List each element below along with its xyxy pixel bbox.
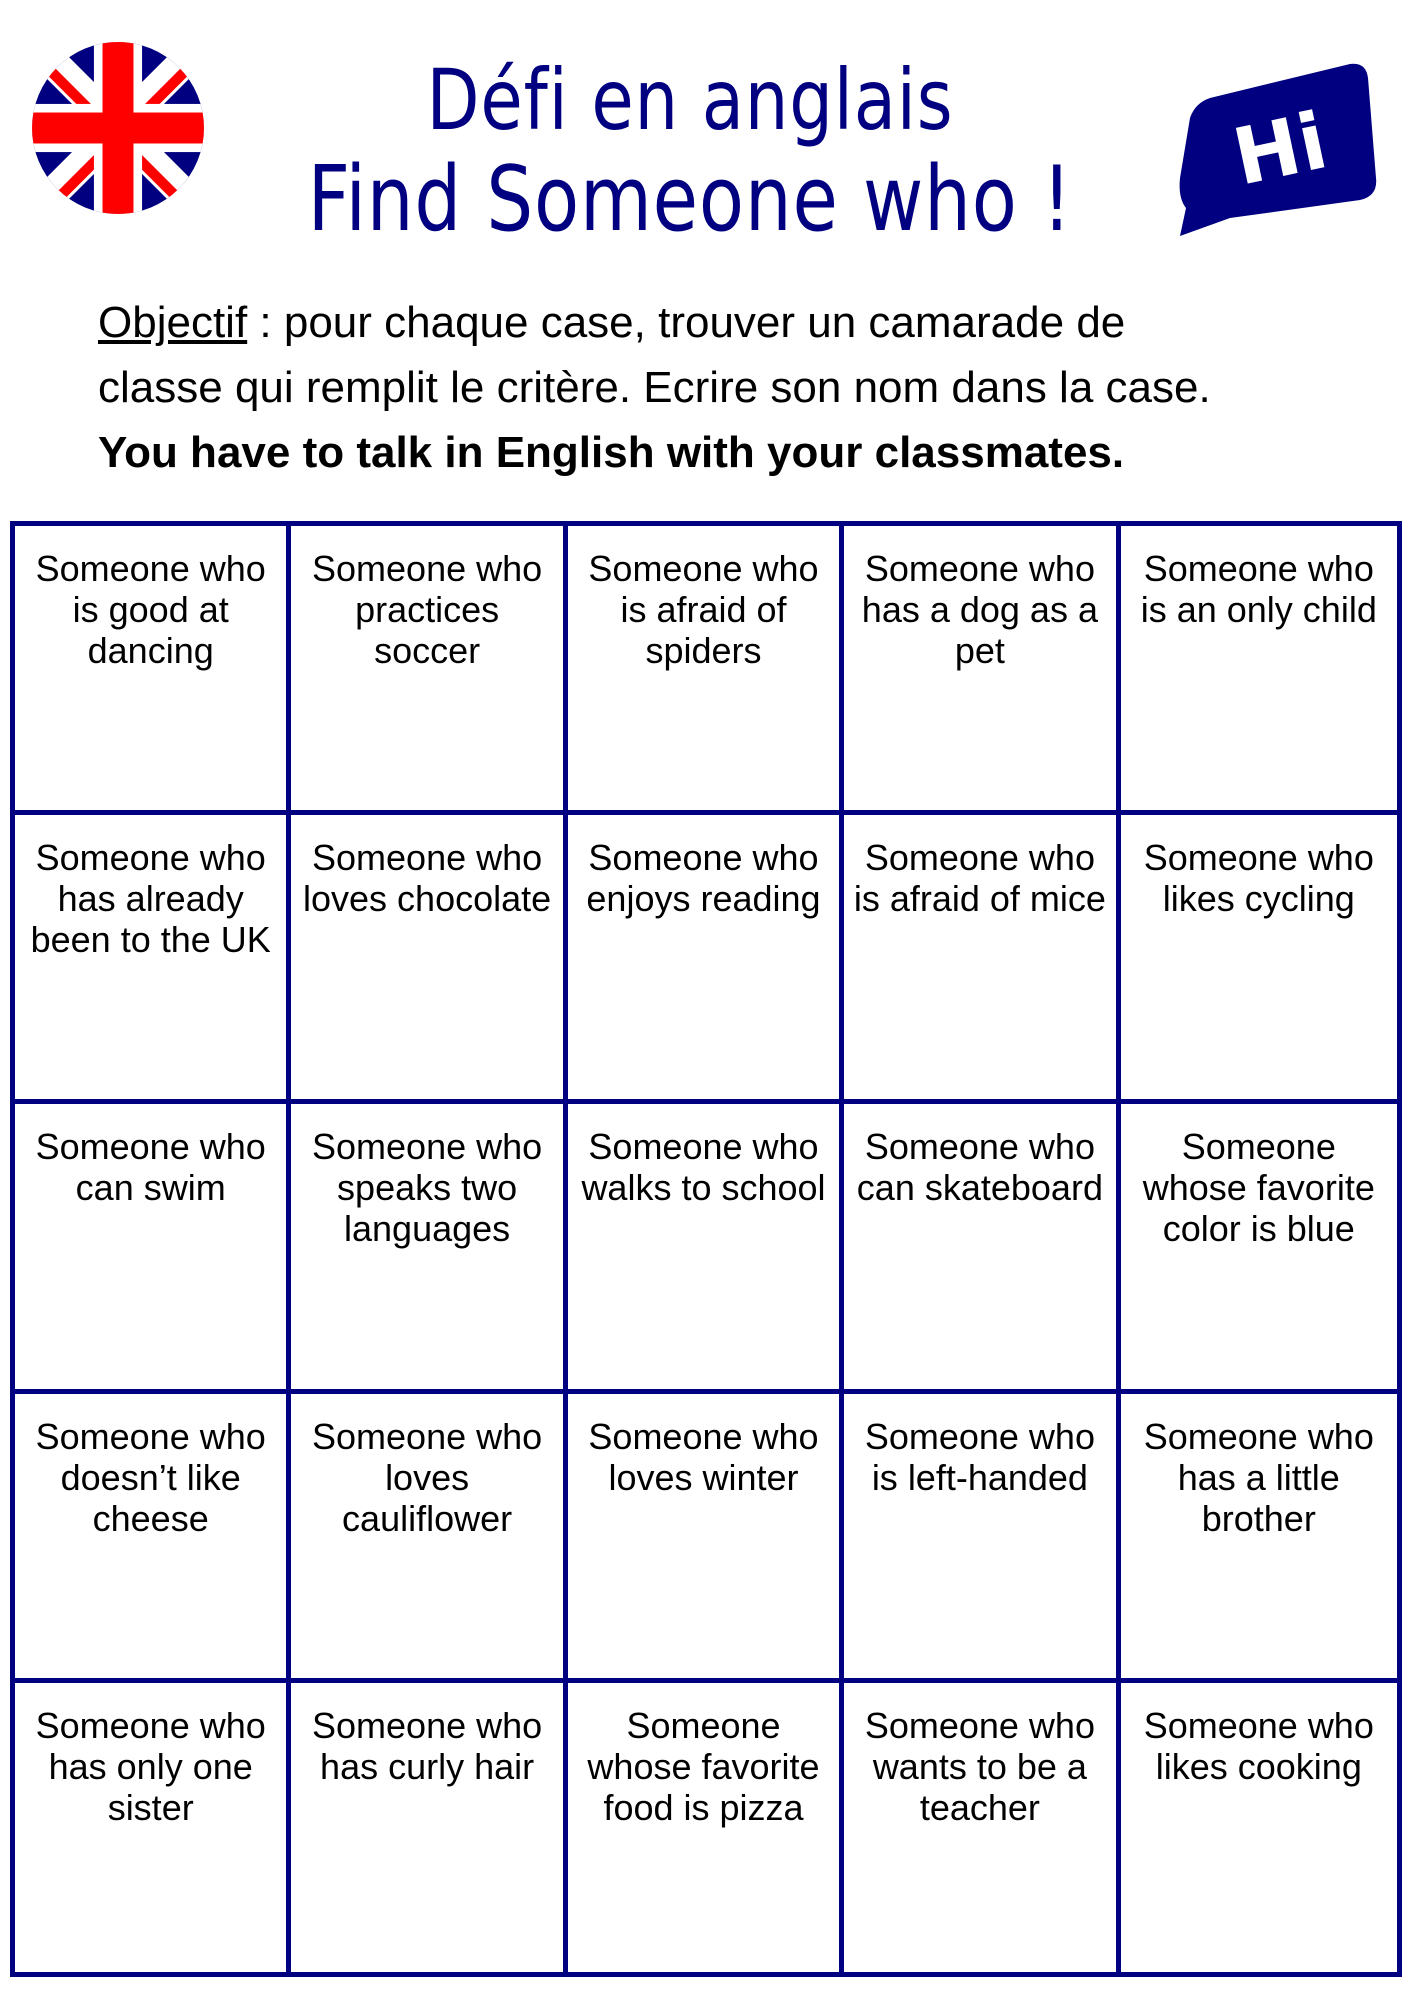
union-jack-flag-icon: [32, 42, 204, 214]
grid-cell[interactable]: [291, 1683, 567, 1972]
grid-cell[interactable]: [291, 1104, 567, 1393]
grid-cell-prompt: Someone who walks to school: [581, 1126, 826, 1209]
grid-cell-prompt: Someone who is afraid of spiders: [588, 548, 819, 671]
grid-cell[interactable]: [1121, 1394, 1397, 1683]
grid-cell[interactable]: [568, 1104, 844, 1393]
grid-cell-prompt: Someone who is left-handed: [864, 1415, 1095, 1498]
grid-cell[interactable]: [568, 815, 844, 1104]
instructions-line-2: classe qui remplit le critère. Ecrire son nom dans la case.: [98, 363, 1211, 412]
grid-cell-prompt: Someone who has curly hair: [312, 1704, 543, 1787]
grid-cell-prompt: Someone who is an only child: [1140, 548, 1377, 630]
grid-cell[interactable]: [844, 815, 1120, 1104]
grid-cell-prompt: Someone who can swim: [35, 1126, 266, 1209]
grid-cell-prompt: Someone who can skateboard: [856, 1126, 1103, 1209]
grid-cell-prompt: Someone whose favorite food is pizza: [587, 1704, 820, 1828]
grid-cell-prompt: Someone who loves cauliflower: [312, 1415, 543, 1539]
grid-cell[interactable]: [15, 815, 291, 1104]
grid-cell-prompt: Someone who has already been to the UK: [30, 837, 271, 961]
grid-cell-prompt: Someone who has only one sister: [35, 1704, 266, 1828]
objective-label: Objectif: [98, 298, 248, 347]
grid-cell[interactable]: [568, 1394, 844, 1683]
instructions-line-3: You have to talk in English with your classmates.: [98, 428, 1125, 477]
instructions: [98, 290, 1378, 485]
grid-cell-prompt: Someone who has a little brother: [1143, 1415, 1374, 1539]
grid-cell[interactable]: [844, 1394, 1120, 1683]
bingo-grid: [10, 521, 1402, 1977]
grid-cell[interactable]: [15, 1394, 291, 1683]
grid-cell-prompt: Someone who has a dog as a pet: [861, 548, 1098, 671]
grid-cell[interactable]: [568, 526, 844, 815]
grid-cell[interactable]: [1121, 1104, 1397, 1393]
grid-cell[interactable]: [291, 526, 567, 815]
grid-cell-prompt: Someone who is good at dancing: [35, 548, 266, 671]
instructions-line-1-text: : pour chaque case, trouver un camarade de: [247, 298, 1126, 347]
grid-cell[interactable]: [291, 815, 567, 1104]
grid-cell[interactable]: [15, 526, 291, 815]
grid-cell-prompt: Someone who wants to be a teacher: [864, 1704, 1095, 1828]
instructions-line-1: [98, 290, 1378, 355]
grid-cell[interactable]: [844, 1104, 1120, 1393]
grid-cell-prompt: Someone who speaks two languages: [312, 1126, 543, 1250]
grid-cell-prompt: Someone whose favorite color is blue: [1142, 1126, 1375, 1250]
grid-cell-prompt: Someone who practices soccer: [312, 548, 543, 671]
grid-cell-prompt: Someone who enjoys reading: [586, 837, 821, 920]
speech-bubble-icon: [1170, 58, 1380, 238]
grid-cell[interactable]: [1121, 526, 1397, 815]
grid-cell-prompt: Someone who loves chocolate: [303, 837, 552, 920]
grid-cell-prompt: Someone who loves winter: [588, 1415, 819, 1498]
grid-cell[interactable]: [1121, 1683, 1397, 1972]
page-title-line-2: Find Someone who !: [307, 147, 1073, 252]
grid-cell-prompt: Someone who doesn’t like cheese: [35, 1415, 266, 1539]
grid-cell-prompt: Someone who likes cycling: [1143, 837, 1374, 920]
grid-cell[interactable]: [568, 1683, 844, 1972]
grid-cell[interactable]: [15, 1104, 291, 1393]
bubble-text: Hi: [1226, 96, 1335, 204]
page-title-line-1: Défi en anglais: [426, 51, 954, 149]
grid-cell[interactable]: [15, 1683, 291, 1972]
grid-cell-prompt: Someone who likes cooking: [1143, 1704, 1374, 1787]
grid-cell[interactable]: [291, 1394, 567, 1683]
grid-cell[interactable]: [844, 1683, 1120, 1972]
grid-cell[interactable]: [1121, 815, 1397, 1104]
grid-cell[interactable]: [844, 526, 1120, 815]
grid-cell-prompt: Someone who is afraid of mice: [853, 837, 1106, 920]
